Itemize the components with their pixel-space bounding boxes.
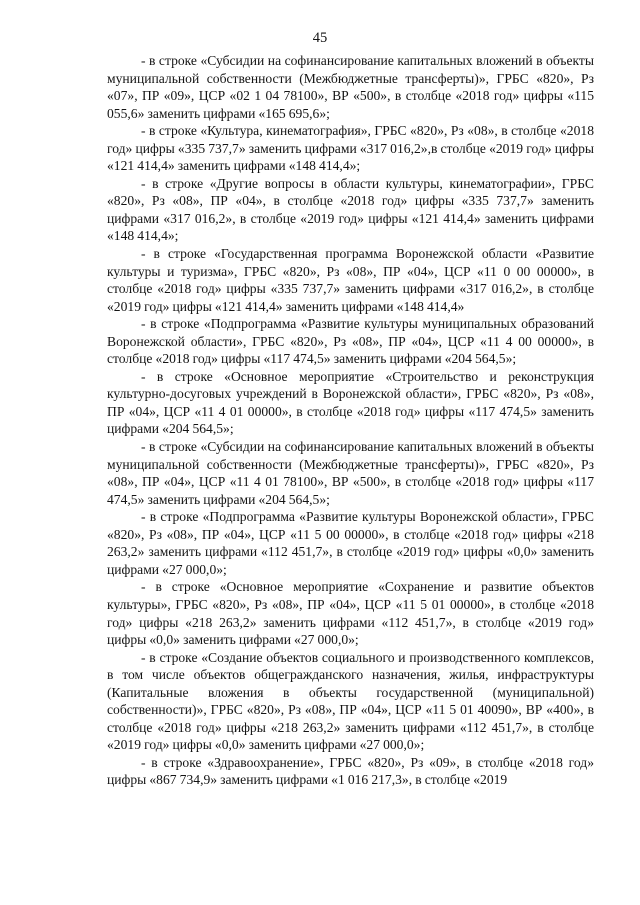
document-body (107, 52, 594, 789)
paragraph-subprogram-municipal-culture: - в строке «Подпрограмма «Развитие культуры муниципальных образований Воронежской области», ГРБС «820», Рз «08», ПР «04», ЦСР «11 4 00 00000», в столбце «2018 год» цифры «117 474,5» заменить цифрами «204 564,5»; (107, 316, 594, 367)
paragraph-edu-subsidies: - в строке «Субсидии на софинансирование капитальных вложений в объекты муниципальной собственности (Межбюджетные трансферты)», ГРБС «820», Рз «07», ПР «09», ЦСР «02 1 04 78100», ВР «500», в столбце «2018 год» цифры «115 055,6» заменить цифрами «165 695,6»; (107, 53, 594, 121)
paragraph-preservation-culture-objects: - в строке «Основное мероприятие «Сохранение и развитие объектов культуры», ГРБС «820», Рз «08», ПР «04», ЦСР «11 5 01 00000», в столбце «2018 год» цифры «218 263,2» заменить цифрами «112 451,7», в столбце «2019 год» цифры «0,0» заменить цифрами «27 000,0»; (107, 579, 594, 648)
paragraph-other-culture-questions: - в строке «Другие вопросы в области культуры, кинематографии», ГРБС «820», Рз «08», ПР «04», в столбце «2018 год» цифры «335 737,7» заменить цифрами «317 016,2», в столбце «2019 год» цифры «121 414,4» заменить цифрами «148 414,4»; (107, 175, 594, 244)
paragraph-culture-cinematography: - в строке «Культура, кинематография», ГРБС «820», Рз «08», в столбце «2018 год» цифры «335 737,7» заменить цифрами «317 016,2»,в столбце «2019 год» цифры «121 414,4» заменить цифрами «148 414,4»; (107, 123, 594, 174)
paragraph-culture-subsidies: - в строке «Субсидии на софинансирование капитальных вложений в объекты муниципальной собственности (Межбюджетные трансферты)», ГРБС «820», Рз «08», ПР «04», ЦСР «11 4 01 78100», ВР «500», в столбце «2018 год» цифры «117 474,5» заменить цифрами «204 564,5»; (107, 439, 594, 507)
paragraph-state-program-culture: - в строке «Государственная программа Воронежской области «Развитие культуры и туризма», ГРБС «820», Рз «08», ПР «04», ЦСР «11 0 00 00000», в столбце «2018 год» цифры «335 737,7» заменить цифрами «317 016,2», в столбце «2019 год» цифры «121 414,4» заменить цифрами «148 414,4» (107, 246, 594, 314)
paragraph-healthcare: - в строке «Здравоохранение», ГРБС «820», Рз «09», в столбце «2018 год» цифры «867 734,9» заменить цифрами «1 016 217,3», в столбце «2019 (107, 754, 594, 788)
paragraph-construction-leisure: - в строке «Основное мероприятие «Строительство и реконструкция культурно-досуговых учреждений в Воронежской области», ГРБС «820», Рз «08», ПР «04», ЦСР «11 4 01 00000», в столбце «2018 год» цифры «117 474,5» заменить цифрами «204 564,5»; (107, 368, 594, 437)
page-number: 45 (312, 30, 328, 46)
paragraph-social-objects-creation: - в строке «Создание объектов социального и производственного комплексов, в том числе объектов общегражданского назначения, жилья, инфраструктуры (Капитальные вложения в объекты государственной (муниципальной) собственности)», ГРБС «820», Рз «08», ПР «04», ЦСР «11 5 01 40090», ВР «400», в столбце «2018 год» цифры «218 263,2» заменить цифрами «112 451,7», в столбце «2019 год» цифры «0,0» заменить цифрами «27 000,0»; (107, 649, 594, 753)
paragraph-subprogram-regional-culture: - в строке «Подпрограмма «Развитие культуры Воронежской области», ГРБС «820», Рз «08», ПР «04», ЦСР «11 5 00 00000», в столбце «2018 год» цифры «218 263,2» заменить цифрами «112 451,7», в столбце «2019 год» цифры «0,0» заменить цифрами «27 000,0»; (107, 509, 594, 577)
